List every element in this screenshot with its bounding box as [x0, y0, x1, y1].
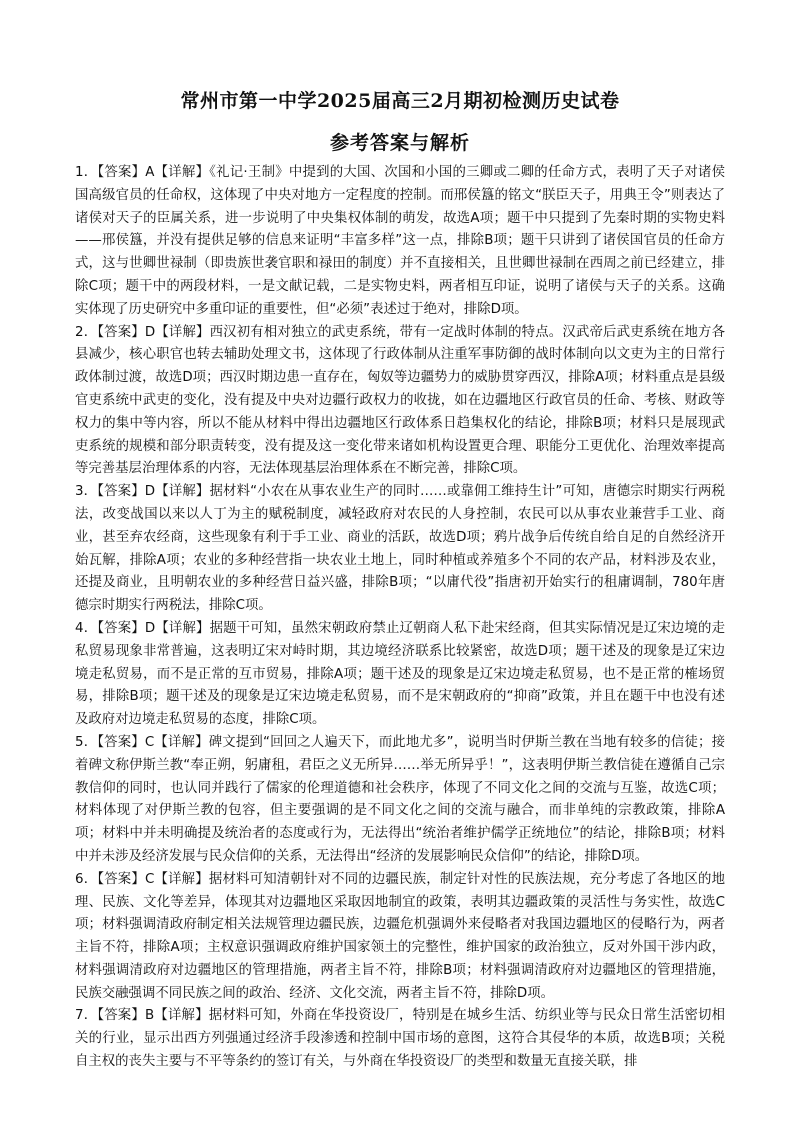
answer-text: 【答案】D【详解】据题干可知，虽然宋朝政府禁止辽朝商人私下赴宋经商，但其实际情况是辽宋边境的走私贸易现象非常普遍，这表明辽宋对峙时期，其边境经济联系比较紧密，故选D项；题干述及的现象是辽宋边境走私贸易，而不是正常的互市贸易，排除A项；题干述及的现象是辽宋边境走私贸易，也不是正常的榷场贸易，排除B项；题干述及的现象是辽宋边境走私贸易，而不是宋朝政府的“抑商”政策，并且在题干中也没有述及政府对边境走私贸易的态度，排除C项。	[75, 620, 725, 728]
answer-text: 【答案】A【详解】《礼记·王制》中提到的大国、次国和小国的三卿或二卿的任命方式，表明了天子对诸侯国高级官员的任命权，这体现了中央对地方一定程度的控制。而邢侯簋的铭文“朕臣天子，用典王令”则表达了诸侯对天子的臣属关系，进一步说明了中央集权体制的萌发，故选A项；题干中只提到了先秦时期的实物史料——邢侯簋，并没有提供足够的信息来证明“丰富多样”这一点，排除B项；题干只讲到了诸侯国官员的任命方式，这与世卿世禄制（即贵族世袭官职和禄田的制度）并不直接相关，且世卿世禄制在西周之前已经建立，排除C项；题干中的两段材料，一是文献记载，二是实物史料，两者相互印证，说明了诸侯与天子的关系。这确实体现了历史研究中多重印证的重要性，但“必须”表述过于绝对，排除D项。	[75, 165, 725, 317]
answer-number: 6．	[75, 871, 98, 887]
answer-text: 【答案】C【详解】碑文提到“回回之人遍天下，而此地尤多”，说明当时伊斯兰教在当地有较多的信徒；接着碑文称伊斯兰教“奉正朔，躬庸租，君臣之义无所异……举无所异乎！”，这表明伊斯兰教信徒在遵循自己宗教信仰的同时，也认同并践行了儒家的伦理道德和社会秩序，体现了不同文化之间的交流与互鉴，故选C项；材料体现了对伊斯兰教的包容，但主要强调的是不同文化之间的交流与融合，而非单纯的宗教政策，排除A项；材料中并未明确提及统治者的态度或行为，无法得出“统治者维护儒学正统地位”的结论，排除B项；材料中并未涉及经济发展与民众信仰的关系，无法得出“经济的发展影响民众信仰”的结论，排除D项。	[75, 734, 725, 864]
answer-text: 【答案】D【详解】据材料“小农在从事农业生产的同时……或靠佣工维持生计”可知，唐德宗时期实行两税法，改变战国以来以人丁为主的赋税制度，减轻政府对农民的人身控制，农民可以从事农业兼营手工业、商业，甚至弃农经商，这些现象有利于手工业、商业的活跃，故选D项；鸦片战争后传统自给自足的自然经济开始瓦解，排除A项；农业的多种经营指一块农业土地上，同时种植或养殖多个不同的农产品，材料涉及农业，还提及商业，且明朝农业的多种经营日益兴盛，排除B项；“以庸代役”指唐初开始实行的租庸调制，780年唐德宗时期实行两税法，排除C项。	[75, 484, 725, 614]
answer-item	[75, 162, 725, 322]
answer-text: 【答案】B【详解】据材料可知，外商在华投资设厂，特别是在城乡生活、纺织业等与民众日常生活密切相关的行业，显示出西方列强通过经济手段渗透和控制中国市场的意图，这符合其侵华的本质，故选B项；关税自主权的丧失主要与不平等条约的签订有关，与外商在华投资设厂的类型和数量无直接关联，排	[75, 1008, 725, 1070]
answer-number: 7．	[75, 1008, 98, 1024]
answer-list	[75, 162, 725, 1074]
answer-item	[75, 869, 725, 1006]
answer-item	[75, 618, 725, 732]
answer-number: 4．	[75, 620, 98, 636]
answer-item	[75, 481, 725, 618]
answer-text: 【答案】D【详解】西汉初有相对独立的武吏系统，带有一定战时体制的特点。汉武帝后武吏系统在地方各县减少，核心职官也转去辅助处理文书，这体现了行政体制从注重军事防御的战时体制向以文吏为主的日常行政体制过渡，故选D项；西汉时期边患一直存在，匈奴等边疆势力的威胁贯穿西汉，排除A项；材料重点是县级官吏系统中武吏的变化，没有提及中央对边疆行政权力的收拢，如在边疆地区行政官员的任命、考核、财政等权力的集中等内容，所以不能从材料中得出边疆地区行政体系日趋集权化的结论，排除B项；材料只是展现武吏系统的规模和部分职责转变，没有提及这一变化带来诸如机构设置更合理、职能分工更优化、治理效率提高等完善基层治理体系的内容，无法体现基层治理体系在不断完善，排除C项。	[75, 324, 725, 477]
answer-item	[75, 322, 725, 482]
document-title: 常州市第一中学2025届高三2月期初检测历史试卷	[180, 90, 620, 112]
answer-number: 5．	[75, 734, 98, 750]
answer-item	[75, 1005, 725, 1073]
answer-item	[75, 732, 725, 869]
answer-number: 2．	[75, 324, 98, 340]
answer-number: 3．	[75, 484, 98, 500]
document-subtitle: 参考答案与解析	[329, 132, 470, 154]
answer-number: 1．	[75, 165, 98, 180]
answer-text: 【答案】C【详解】据材料可知清朝针对不同的边疆民族，制定针对性的民族法规，充分考虑了各地区的地理、民族、文化等差异，体现其对边疆地区采取因地制宜的政策，表明其边疆政策的灵活性与务实性，故选C项；材料强调清政府制定相关法规管理边疆民族，边疆危机强调外来侵略者对我国边疆地区的侵略行为，两者主旨不符，排除A项；主权意识强调政府维护国家领土的完整性，维护国家的政治独立，反对外国干涉内政，材料强调清政府对边疆地区的管理措施，两者主旨不符，排除B项；材料强调清政府对边疆地区的管理措施，民族交融强调不同民族之间的政治、经济、文化交流，两者主旨不符，排除D项。	[75, 871, 725, 1001]
